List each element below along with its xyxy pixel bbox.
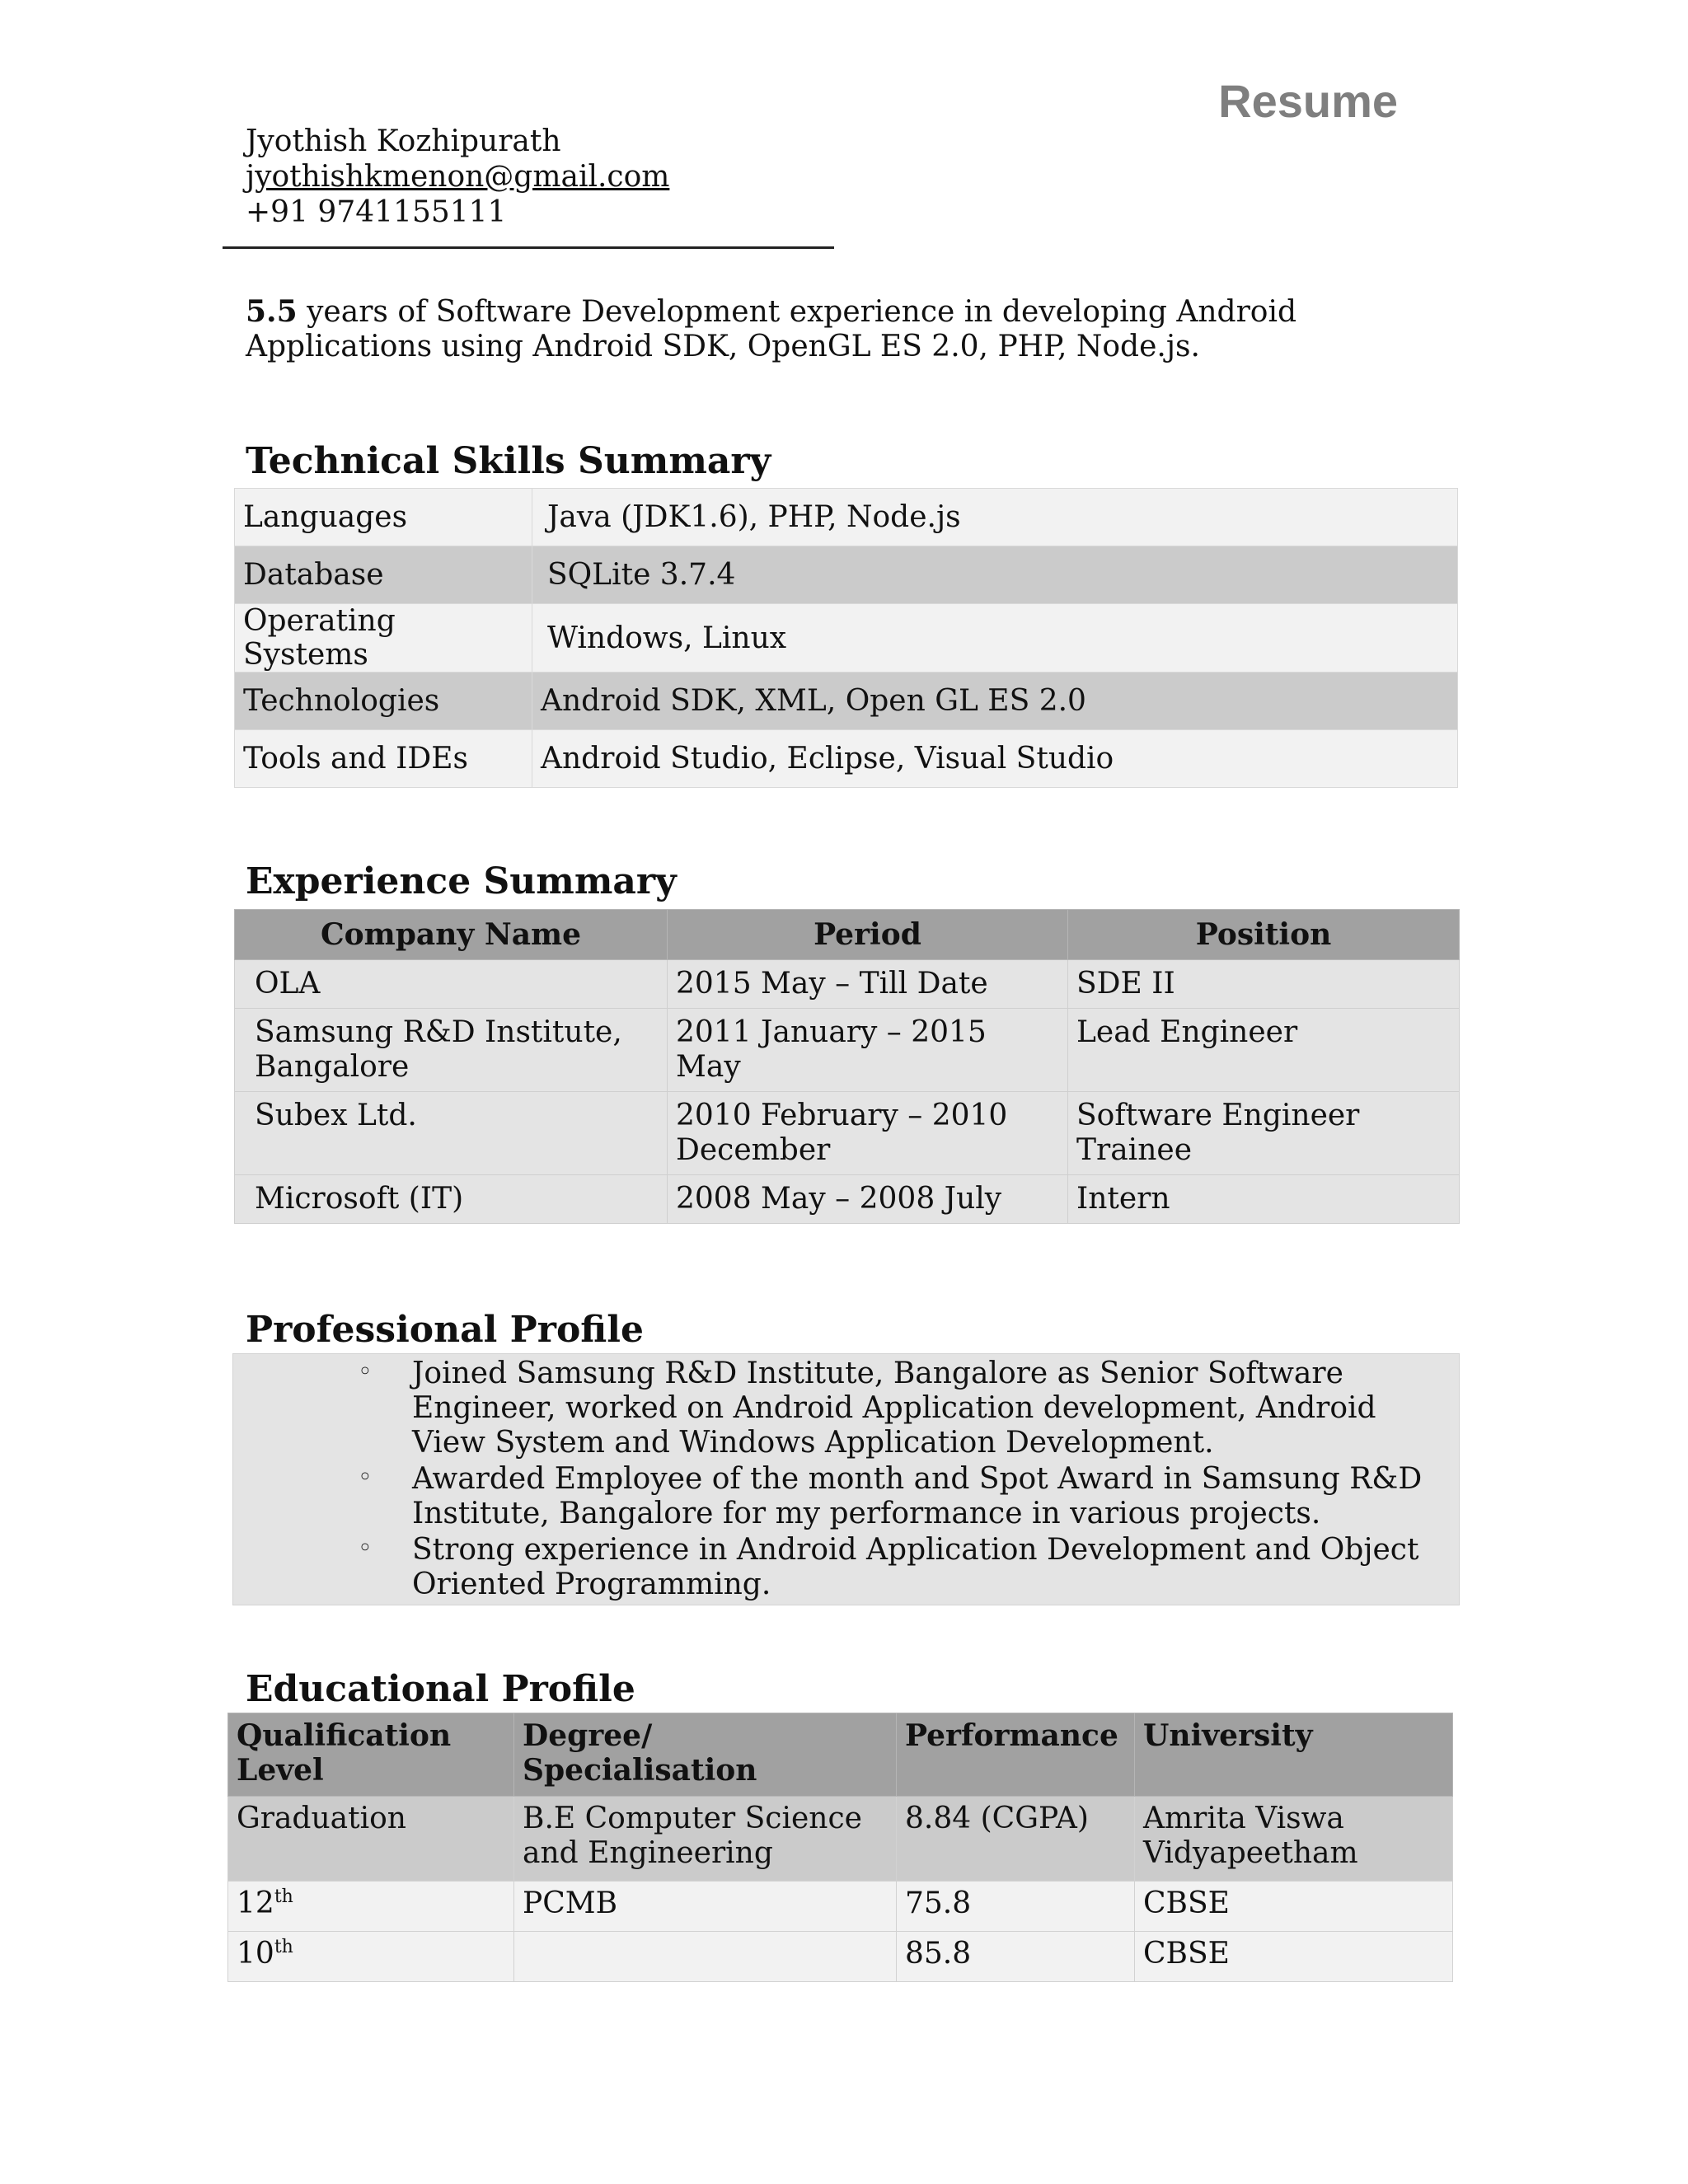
- period: 2010 February – 2010 December: [668, 1092, 1068, 1175]
- level-suffix: th: [274, 1937, 293, 1957]
- table-row: [235, 673, 1458, 730]
- skill-value: Android Studio, Eclipse, Visual Studio: [532, 730, 1458, 788]
- performance: 85.8: [897, 1932, 1135, 1982]
- table-row: [235, 1009, 1460, 1092]
- list-item: [358, 1462, 1451, 1531]
- profile-list: [358, 1357, 1451, 1604]
- column-header: Degree/ Specialisation: [514, 1713, 897, 1797]
- degree: PCMB: [514, 1882, 897, 1932]
- profile-heading: Professional Profile: [246, 1309, 644, 1351]
- hollow-bullet-icon: ◦: [358, 1357, 373, 1386]
- skills-table: [234, 488, 1458, 788]
- qualification-level: [228, 1932, 514, 1982]
- company-name: Subex Ltd.: [235, 1092, 668, 1175]
- email-link[interactable]: jyothishkmenon@gmail.com: [246, 160, 670, 194]
- candidate-name: Jyothish Kozhipurath: [246, 124, 561, 158]
- experience-summary-text: [246, 294, 1465, 364]
- company-name: Microsoft (IT): [235, 1175, 668, 1224]
- phone-number: +91 9741155111: [246, 195, 507, 229]
- skill-label: Tools and IDEs: [235, 730, 532, 788]
- skill-label: Operating Systems: [235, 604, 532, 673]
- profile-item-text: Awarded Employee of the month and Spot Award in Samsung R&D Institute, Bangalore for my performance in various projects.: [412, 1462, 1423, 1530]
- years-of-experience: 5.5: [246, 294, 298, 329]
- performance: 75.8: [897, 1882, 1135, 1932]
- period: 2011 January – 2015 May: [668, 1009, 1068, 1092]
- skill-value: SQLite 3.7.4: [532, 546, 1458, 604]
- company-name: OLA: [235, 960, 668, 1009]
- degree: [514, 1932, 897, 1982]
- skill-label: Technologies: [235, 673, 532, 730]
- qualification-level: [228, 1882, 514, 1932]
- hollow-bullet-icon: ◦: [358, 1534, 373, 1563]
- hollow-bullet-icon: ◦: [358, 1463, 373, 1492]
- table-row: [235, 960, 1460, 1009]
- company-name: Samsung R&D Institute, Bangalore: [235, 1009, 668, 1092]
- level-text: Graduation: [237, 1802, 406, 1835]
- qualification-level: [228, 1797, 514, 1882]
- list-item: [358, 1357, 1451, 1460]
- university: CBSE: [1135, 1932, 1453, 1982]
- table-header-row: [235, 910, 1460, 960]
- period: 2015 May – Till Date: [668, 960, 1068, 1009]
- column-header: Period: [668, 910, 1068, 960]
- column-header: Position: [1068, 910, 1460, 960]
- education-heading: Educational Profile: [246, 1668, 635, 1710]
- position: Lead Engineer: [1068, 1009, 1460, 1092]
- university: Amrita Viswa Vidyapeetham: [1135, 1797, 1453, 1882]
- skill-value: Java (JDK1.6), PHP, Node.js: [532, 489, 1458, 546]
- column-header: Performance: [897, 1713, 1135, 1797]
- table-row: [235, 730, 1458, 788]
- level-text: 10: [237, 1937, 274, 1971]
- position: SDE II: [1068, 960, 1460, 1009]
- table-row: [228, 1932, 1453, 1982]
- table-row: [235, 1175, 1460, 1224]
- table-row: [228, 1882, 1453, 1932]
- position: Software Engineer Trainee: [1068, 1092, 1460, 1175]
- profile-item-text: Strong experience in Android Application Development and Object Oriented Programming.: [412, 1533, 1419, 1601]
- level-text: 12: [237, 1886, 274, 1920]
- column-header: Qualification Level: [228, 1713, 514, 1797]
- summary-sentence: years of Software Development experience in developing Android Applications using Android SDK, OpenGL ES 2.0, PHP, Node.js.: [246, 295, 1297, 363]
- education-table: [227, 1713, 1453, 1982]
- profile-item-text: Joined Samsung R&D Institute, Bangalore as Senior Software Engineer, worked on Android Application development, Android View System and Windows Application Development.: [412, 1357, 1376, 1460]
- period: 2008 May – 2008 July: [668, 1175, 1068, 1224]
- list-item: [358, 1533, 1451, 1602]
- table-header-row: [228, 1713, 1453, 1797]
- degree: B.E Computer Science and Engineering: [514, 1797, 897, 1882]
- level-suffix: th: [274, 1886, 293, 1907]
- resume-title: Resume: [1218, 75, 1398, 127]
- table-row: [228, 1797, 1453, 1882]
- table-row: [235, 546, 1458, 604]
- skill-label: Languages: [235, 489, 532, 546]
- skill-value: Windows, Linux: [532, 604, 1458, 673]
- table-row: [235, 489, 1458, 546]
- experience-table: [234, 909, 1460, 1224]
- table-row: [235, 1092, 1460, 1175]
- column-header: Company Name: [235, 910, 668, 960]
- table-row: [235, 604, 1458, 673]
- experience-heading: Experience Summary: [246, 860, 677, 902]
- skill-label: Database: [235, 546, 532, 604]
- column-header: University: [1135, 1713, 1453, 1797]
- contact-divider: [223, 246, 834, 249]
- university: CBSE: [1135, 1882, 1453, 1932]
- skills-heading: Technical Skills Summary: [246, 440, 771, 482]
- skill-value: Android SDK, XML, Open GL ES 2.0: [532, 673, 1458, 730]
- performance: 8.84 (CGPA): [897, 1797, 1135, 1882]
- contact-block: [246, 124, 669, 230]
- position: Intern: [1068, 1175, 1460, 1224]
